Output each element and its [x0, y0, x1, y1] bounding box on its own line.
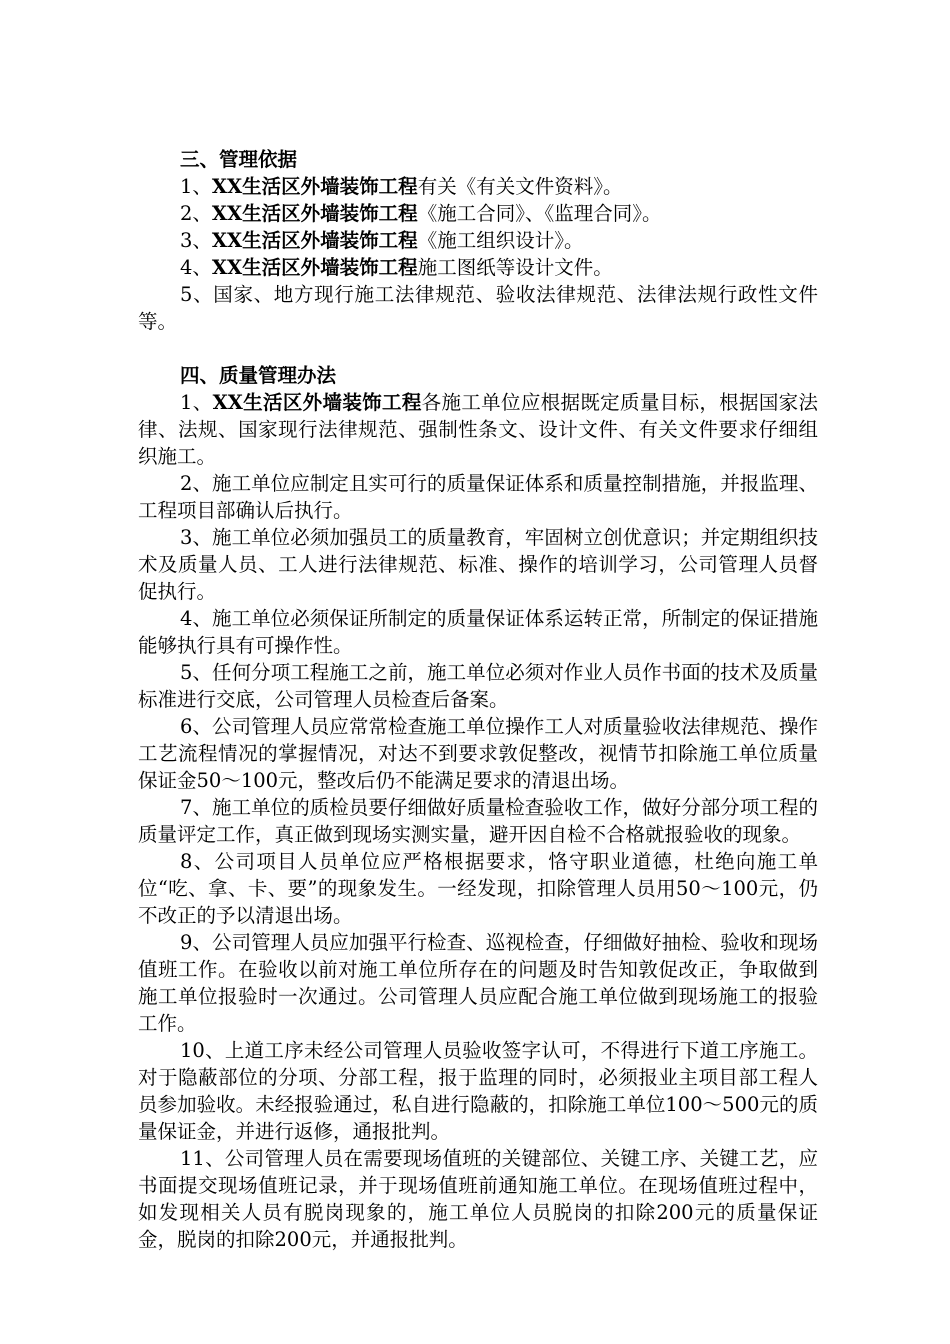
quality-item-7: [138, 794, 818, 848]
item-text: 各施工单位应根据既定质量目标，根据国家法律、法规、国家现行法律规范、强制性条文、设计文件、有关文件要求仔细组织施工。: [138, 391, 818, 468]
item-text: 公司管理人员应常常检查施工单位操作工人对质量验收法律规范、操作工艺流程情况的掌握情况，对达不到要求敦促整改，视情节扣除施工单位质量保证金50～100元，整改后仍不能满足要求的清退出场。: [138, 715, 818, 792]
section-heading-quality-management: 四、质量管理办法: [180, 364, 337, 387]
item-number: 9、: [180, 931, 213, 954]
quality-item-10: [138, 1037, 818, 1145]
quality-item-9: [138, 929, 818, 1037]
item-text: 施工单位必须保证所制定的质量保证体系运转正常，所制定的保证措施能够执行具有可操作性。: [138, 607, 818, 657]
quality-item-8: [138, 848, 818, 929]
project-name: XX生活区外墙装饰工程: [211, 202, 418, 225]
project-name: XX生活区外墙装饰工程: [211, 229, 418, 252]
basis-item-2: [138, 200, 818, 227]
item-number: 2、: [180, 472, 213, 495]
item-text: 任何分项工程施工之前，施工单位必须对作业人员作书面的技术及质量标准进行交底，公司管理人员检查后备案。: [138, 661, 818, 711]
document-page: [138, 146, 818, 1253]
item-text: 《施工合同》、《监理合同》。: [417, 202, 662, 225]
item-number: 6、: [180, 715, 213, 738]
item-text: 有关《有关文件资料》。: [417, 175, 623, 198]
item-text: 公司项目人员单位应严格根据要求，恪守职业道德，杜绝向施工单位“吃、拿、卡、要”的现象发生。一经发现，扣除管理人员用50～100元，仍不改正的予以清退出场。: [138, 850, 818, 927]
basis-item-4: [138, 254, 818, 281]
item-text: 公司管理人员在需要现场值班的关键部位、关键工序、关键工艺，应书面提交现场值班记录，并于现场值班前通知施工单位。在现场值班过程中，如发现相关人员有脱岗现象的，施工单位人员脱岗的扣除200元的质量保证金，脱岗的扣除200元，并通报批判。: [138, 1147, 818, 1251]
section-heading-management-basis: 三、管理依据: [180, 148, 298, 171]
project-name: XX生活区外墙装饰工程: [212, 391, 422, 414]
item-text: 施工单位必须加强员工的质量教育，牢固树立创优意识；并定期组织技术及质量人员、工人进行法律规范、标准、操作的培训学习，公司管理人员督促执行。: [138, 526, 818, 603]
basis-item-3: [138, 227, 818, 254]
item-number: 5、: [180, 283, 214, 306]
quality-item-4: [138, 605, 818, 659]
quality-item-3: [138, 524, 818, 605]
item-number: 3、: [180, 526, 213, 549]
item-text: 施工单位的质检员要仔细做好质量检查验收工作，做好分部分项工程的质量评定工作，真正做到现场实测实量，避开因自检不合格就报验收的现象。: [138, 796, 818, 846]
item-text: 公司管理人员应加强平行检查、巡视检查，仔细做好抽检、验收和现场值班工作。在验收以前对施工单位所存在的问题及时告知敦促改正，争取做到施工单位报验时一次通过。公司管理人员应配合施工单位做到现场施工的报验工作。: [138, 931, 818, 1035]
basis-item-5: [138, 281, 818, 335]
basis-item-1: [138, 173, 818, 200]
quality-item-6: [138, 713, 818, 794]
item-number: 5、: [180, 661, 213, 684]
item-number: 4、: [180, 256, 212, 279]
item-number: 3、: [180, 229, 212, 252]
quality-item-1: [138, 389, 818, 470]
item-number: 1、: [180, 391, 213, 414]
project-name: XX生活区外墙装饰工程: [211, 175, 418, 198]
item-number: 10、: [180, 1039, 225, 1062]
quality-item-5: [138, 659, 818, 713]
item-text: 《施工组织设计》。: [417, 229, 584, 252]
item-number: 1、: [180, 175, 212, 198]
quality-item-2: [138, 470, 818, 524]
item-text: 施工单位应制定且实可行的质量保证体系和质量控制措施，并报监理、工程项目部确认后执行。: [138, 472, 818, 522]
project-name: XX生活区外墙装饰工程: [211, 256, 418, 279]
item-text: 国家、地方现行施工法律规范、验收法律规范、法律法规行政性文件等。: [138, 283, 818, 333]
item-text: 施工图纸等设计文件。: [417, 256, 613, 279]
quality-item-11: [138, 1145, 818, 1253]
item-text: 上道工序未经公司管理人员验收签字认可，不得进行下道工序施工。对于隐蔽部位的分项、分部工程，报于监理的同时，必须报业主项目部工程人员参加验收。未经报验通过，私自进行隐蔽的，扣除施工单位100～500元的质量保证金，并进行返修，通报批判。: [138, 1039, 818, 1143]
item-number: 2、: [180, 202, 212, 225]
item-number: 8、: [180, 850, 215, 873]
item-number: 4、: [180, 607, 213, 630]
item-number: 7、: [180, 796, 213, 819]
item-number: 11、: [180, 1147, 225, 1170]
